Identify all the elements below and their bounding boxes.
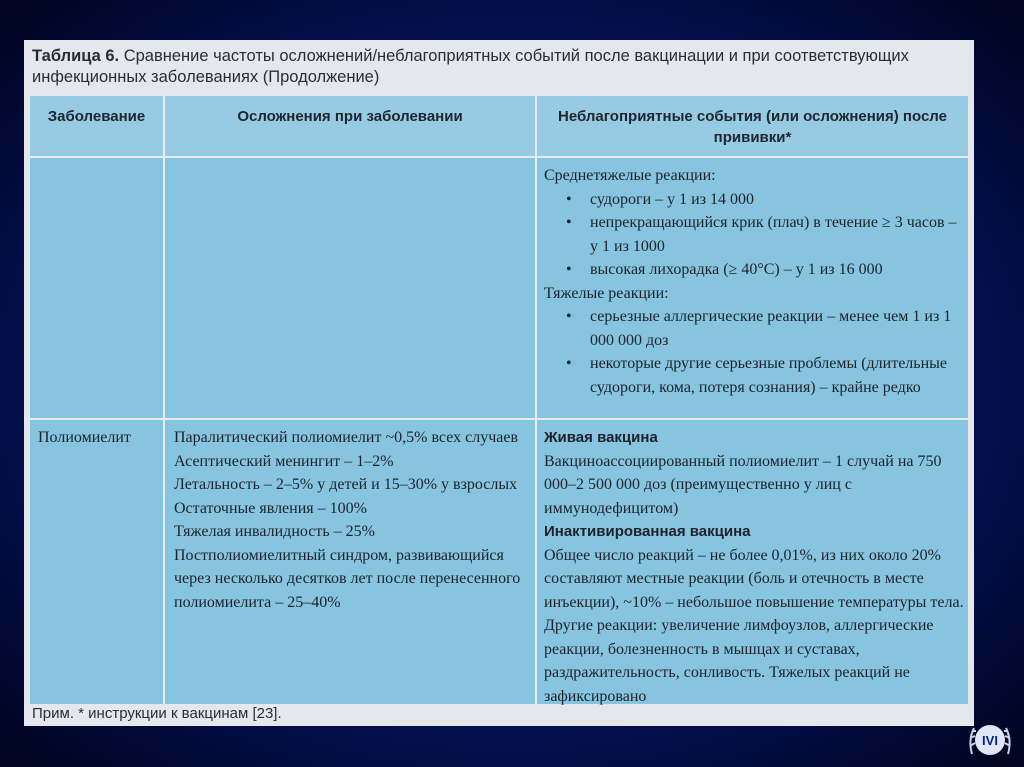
caption-text: Сравнение частоты осложнений/неблагоприятных событий после вакцинации и при соответствующих инфекционных заболеваниях (Продолжение)	[32, 47, 909, 86]
table-page	[24, 40, 974, 726]
moderate-reactions-title: Среднетяжелые реакции:	[544, 167, 716, 184]
caption-label: Таблица 6.	[32, 47, 120, 65]
severe-reactions-title: Тяжелые реакции:	[544, 284, 669, 302]
ivi-logo-icon	[964, 716, 1016, 764]
inactivated-vaccine-title: Инактивированная вакцина	[544, 523, 751, 540]
complication-item: Асептический менингит – 1–2%	[174, 452, 394, 470]
row-divider	[30, 156, 968, 158]
column-divider	[535, 96, 537, 704]
complication-item: Постполиомиелитный синдром, развивающийся через несколько десятков лет после перенесенного полиомиелита – 25–40%	[174, 546, 521, 611]
list-item: • непрекращающийся крик (плач) в течение ≥ 3 часов – у 1 из 1000	[544, 211, 964, 258]
complication-item: Паралитический полиомиелит ~0,5% всех случаев	[174, 429, 518, 446]
complication-item: Летальность – 2–5% у детей и 15–30% у взрослых	[174, 476, 518, 493]
complication-item: Тяжелая инвалидность – 25%	[174, 523, 375, 540]
inactivated-vaccine-text: Общее число реакций – не более 0,01%, из них около 20% составляют местные реакции (боль и отечность в месте инъекции), ~10% – небольшое повышение температуры тела. Другие реакции: увеличение лимфоузлов, аллергические реакции, болезненность в мышцах и суставах, раздражительность, сонливость. Тяжелых реакций не зафиксировано	[544, 546, 964, 705]
complication-item: Остаточные явления – 100%	[174, 499, 367, 517]
header-vaccine-adverse-events: Неблагоприятные события (или осложнения) после прививки*	[537, 96, 968, 156]
moderate-reactions-list	[544, 188, 964, 282]
header-disease: Заболевание	[30, 96, 163, 156]
disease-name: Полиомиелит	[38, 429, 131, 446]
row1-vaccine-events	[544, 164, 964, 399]
severe-reactions-list	[544, 305, 964, 399]
vaccine-events-polio	[544, 426, 964, 708]
table-caption	[32, 46, 962, 88]
disease-complications	[174, 426, 529, 614]
list-item: • судороги – у 1 из 14 000	[544, 188, 964, 212]
comparison-table	[30, 96, 968, 704]
live-vaccine-text: Вакциноассоциированный полиомиелит – 1 случай на 750 000–2 500 000 доз (преимущественно у лиц с иммунодефицитом)	[544, 452, 942, 517]
header-disease-complications: Осложнения при заболевании	[165, 96, 535, 156]
row-divider	[30, 418, 968, 420]
list-item: • серьезные аллергические реакции – менее чем 1 из 1 000 000 доз	[544, 305, 964, 352]
list-item: • высокая лихорадка (≥ 40°С) – у 1 из 16 000	[544, 258, 964, 282]
footnote: Прим. * инструкции к вакцинам [23].	[32, 705, 282, 722]
live-vaccine-title: Живая вакцина	[544, 429, 658, 446]
logo-text: IVI	[982, 733, 998, 748]
list-item: • некоторые другие серьезные проблемы (длительные судороги, кома, потеря сознания) – крайне редко	[544, 352, 964, 399]
column-divider	[163, 96, 165, 704]
